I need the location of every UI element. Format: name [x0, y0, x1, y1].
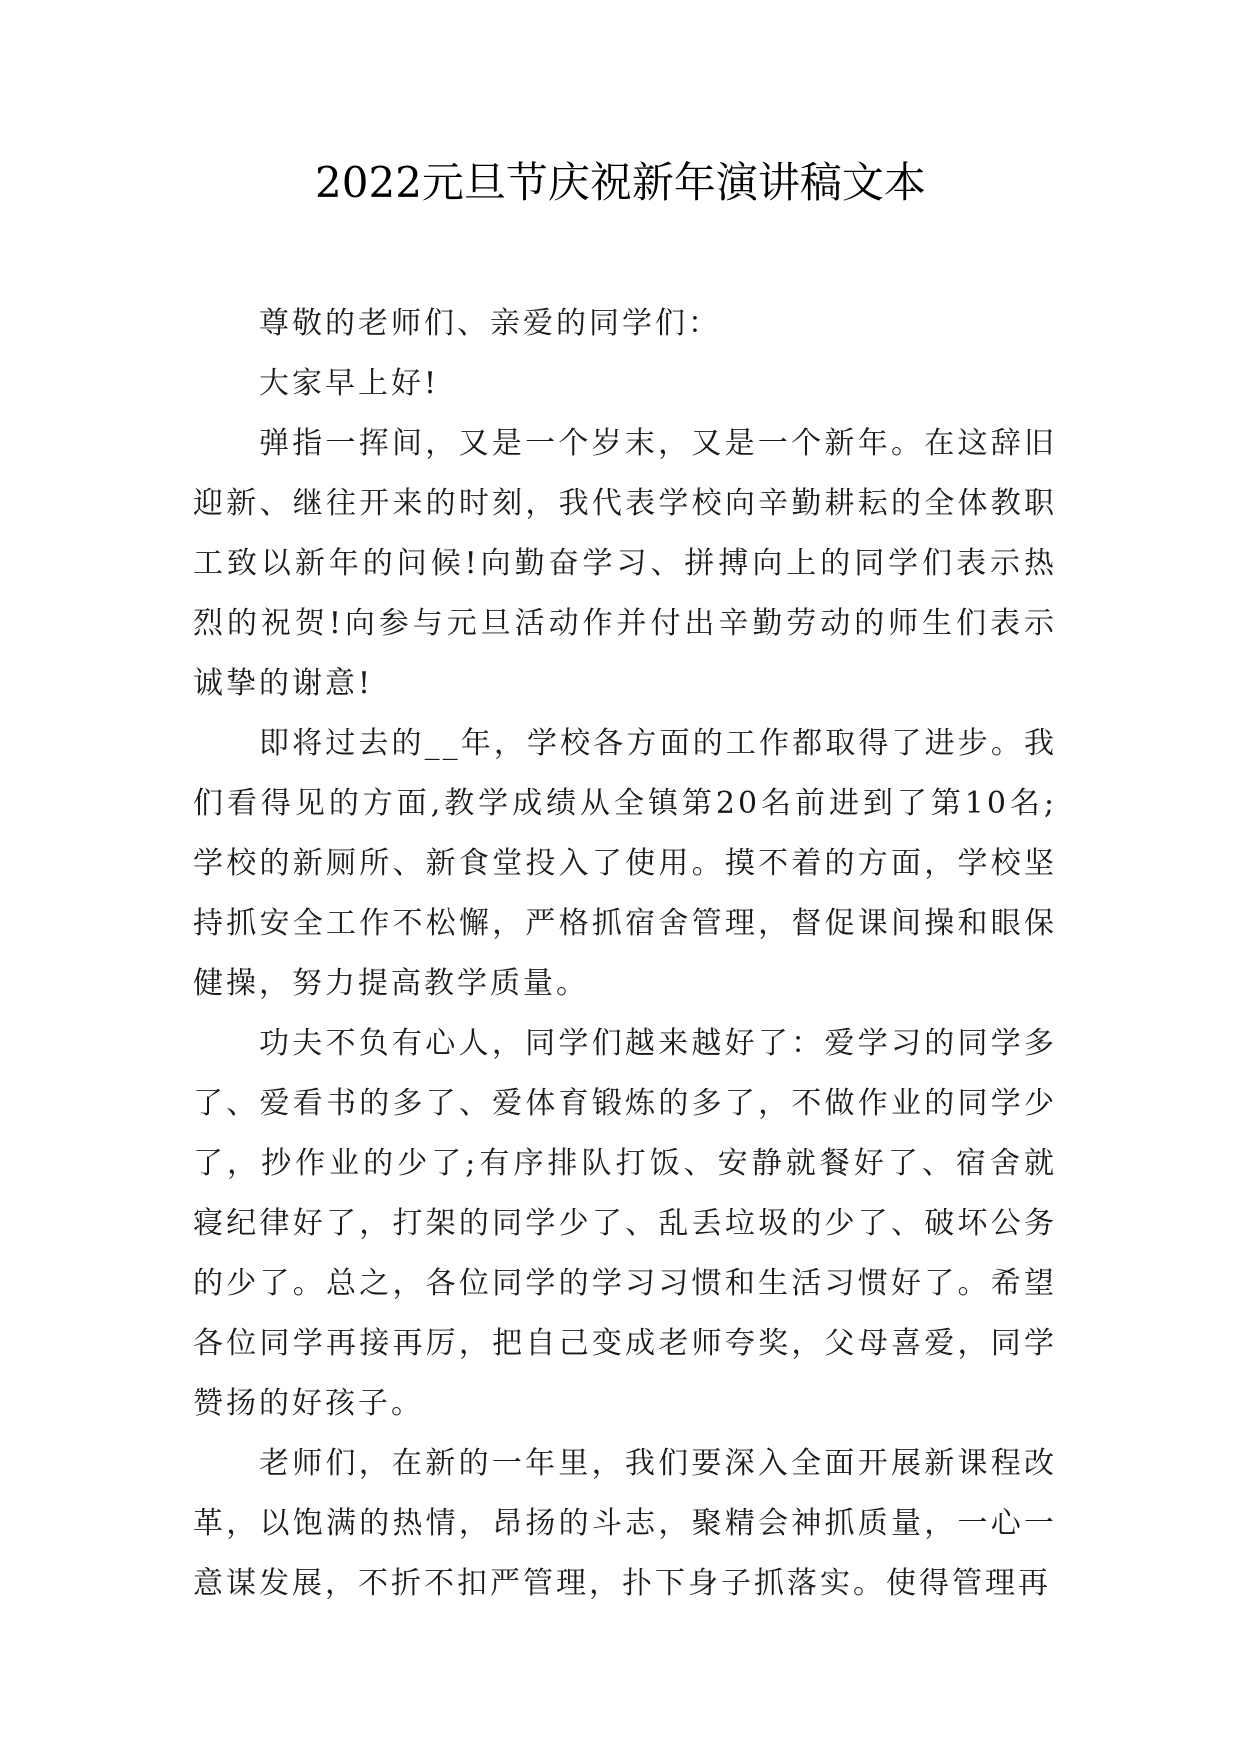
- paragraph-good-morning: 大家早上好!: [259, 366, 440, 401]
- document-title: 2022元旦节庆祝新年演讲稿文本: [315, 158, 926, 207]
- document-body: [193, 294, 1057, 1614]
- paragraph-teachers: 老师们，在新的一年里，我们要深入全面开展新课程改革，以饱满的热情，昂扬的斗志，聚精会神抓质量，一心一意谋发展，不折不扣严管理，扑下身子抓落实。使得管理再: [193, 1446, 1057, 1601]
- paragraph-students-improvement: 功夫不负有心人，同学们越来越好了：爱学习的同学多了、爱看书的多了、爱体育锻炼的多了，不做作业的同学少了，抄作业的少了;有序排队打饭、安静就餐好了、宿舍就寝纪律好了，打架的同学少了、乱丢垃圾的少了、破坏公务的少了。总之，各位同学的学习习惯和生活习惯好了。希望各位同学再接再厉，把自己变成老师夸奖，父母喜爱，同学赞扬的好孩子。: [193, 1026, 1057, 1421]
- paragraph-new-year: 弹指一挥间，又是一个岁末，又是一个新年。在这辞旧迎新、继往开来的时刻，我代表学校向辛勤耕耘的全体教职工致以新年的问候!向勤奋学习、拼搏向上的同学们表示热烈的祝贺!向参与元旦活动作并付出辛勤劳动的师生们表示诚挚的谢意!: [193, 426, 1057, 701]
- paragraph-school-progress: 即将过去的__年，学校各方面的工作都取得了进步。我们看得见的方面,教学成绩从全镇第20名前进到了第10名;学校的新厕所、新食堂投入了使用。摸不着的方面，学校坚持抓安全工作不松懈，严格抓宿舍管理，督促课间操和眼保健操，努力提高教学质量。: [193, 726, 1057, 1001]
- paragraph-greeting: 尊敬的老师们、亲爱的同学们：: [259, 306, 721, 341]
